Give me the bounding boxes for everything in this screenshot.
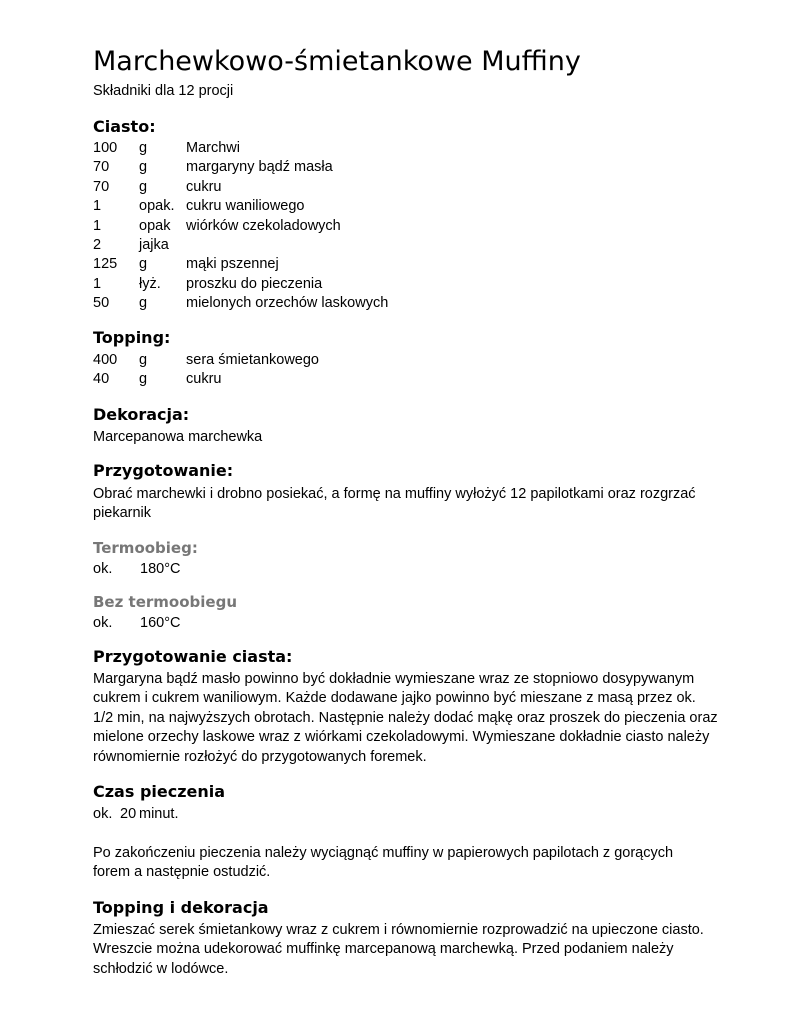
ingredient-name: proszku do pieczenia [186,275,323,292]
bez-termoobiegu-prefix: ok. [93,615,113,631]
ingredient-name: mąki pszennej [186,256,279,273]
czas-value: 20 [120,806,137,822]
przygotowanie-heading: Przygotowanie: [93,461,234,480]
ingredient-unit: opak. [139,198,175,215]
bez-termoobiegu-heading: Bez termoobiegu [93,593,238,611]
termoobieg-prefix: ok. [93,561,113,577]
topping-i-dekoracja-heading: Topping i dekoracja [93,898,269,917]
przygotowanie-text: Obrać marchewki i drobno posiekać, a formę na muffiny wyłożyć 12 papilotkami oraz rozgrzać piekarnik [93,486,696,522]
ingredient-qty: 70 [93,178,110,195]
ingredient-name: cukru waniliowego [186,198,305,215]
ingredient-qty: 50 [93,295,110,312]
ingredient-unit: g [139,295,148,312]
dekoracja-text: Marcepanowa marchewka [93,429,263,445]
czas-pieczenia-heading: Czas pieczenia [93,782,226,801]
ingredient-unit: g [139,140,148,156]
bez-termoobiegu-temp: 160°C [140,615,181,631]
czas-unit: minut. [139,806,179,822]
ingredient-name: mielonych orzechów laskowych [186,295,389,312]
termoobieg-temp: 180°C [140,561,181,577]
ingredient-qty: 2 [93,236,102,253]
ingredient-qty: 1 [93,275,102,292]
ingredient-qty: 70 [93,159,110,176]
przygotowanie-ciasta-heading: Przygotowanie ciasta: [93,647,293,666]
ingredient-name: margaryny bądź masła [186,159,333,176]
ingredient-qty: 125 [93,256,118,273]
dekoracja-heading: Dekoracja: [93,405,190,424]
ingredient-unit: opak [139,217,171,234]
ingredient-unit: łyż. [139,275,161,292]
ciasto-heading: Ciasto: [93,117,156,136]
ingredient-name: cukru [186,178,222,195]
ingredient-name: Marchwi [186,140,240,156]
ingredient-unit: g [139,256,148,273]
ingredient-unit: g [139,159,148,176]
topping-i-dekoracja-text: Zmieszać serek śmietankowy wraz z cukrem i równomiernie rozprowadzić na upieczone ciasto. Wreszcie można udekorować muffinkę marcepanową marchewką. Przed podaniem należy schłodzić w lodówce. [93,922,704,977]
ingredient-unit: jajka [139,236,169,253]
ingredient-unit: g [139,178,148,195]
servings-line: Składniki dla 12 procji [93,83,234,99]
ingredient-qty: 400 [93,352,118,368]
topping-heading: Topping: [93,328,171,347]
page-title: Marchewkowo-śmietankowe Muffiny [93,46,581,77]
ingredient-name: wiórków czekoladowych [186,217,341,234]
ingredient-qty: 40 [93,371,110,388]
ingredient-name: cukru [186,371,222,388]
termoobieg-heading: Termoobieg: [93,539,198,557]
ingredient-name: sera śmietankowego [186,352,319,368]
przygotowanie-ciasta-text: Margaryna bądź masło powinno być dokładnie wymieszane wraz ze stopniowo dosypywanym cukrem i cukrem waniliowym. Każde dodawane jajko powinno być mieszane z masą przez ok. 1/2 min, na najwyższych obrotach. Następnie należy dodać mąkę oraz proszek do pieczenia oraz mielone orzechy laskowe wraz z wiórkami czekoladowymi. Wymieszane dokładnie ciasto należy równomiernie rozłożyć do przygotowanych foremek. [93,671,718,765]
ingredient-qty: 100 [93,140,118,156]
czas-prefix: ok. [93,806,113,822]
ingredient-unit: g [139,352,148,368]
ingredient-qty: 1 [93,217,102,234]
ingredient-unit: g [139,371,148,388]
czas-pieczenia-note: Po zakończeniu pieczenia należy wyciągnąć muffiny w papierowych papilotach z gorących forem a następnie ostudzić. [93,845,674,881]
ingredient-qty: 1 [93,198,102,215]
